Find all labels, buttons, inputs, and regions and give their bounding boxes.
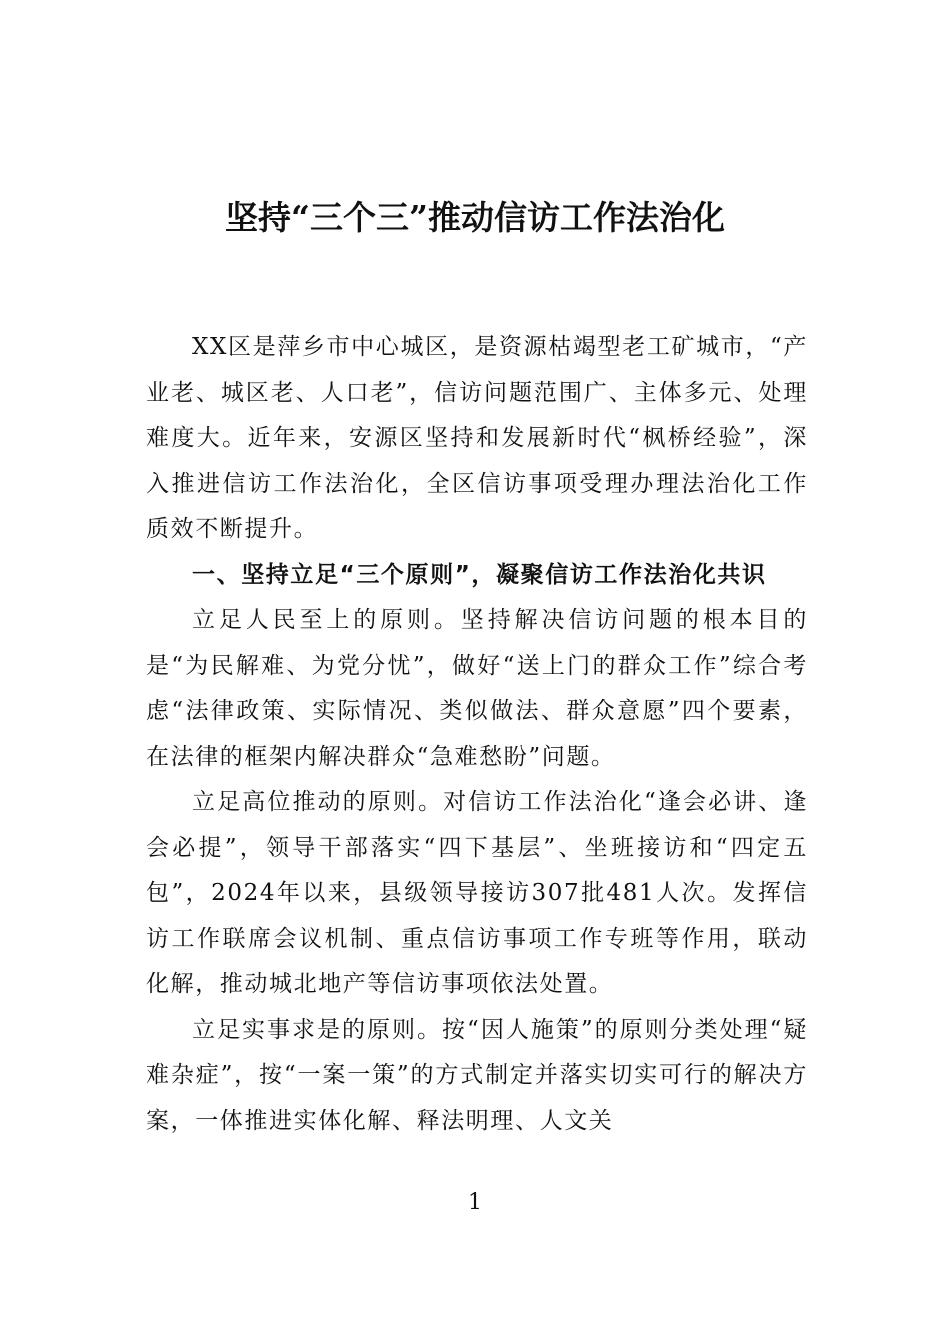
paragraph-seek-truth: 立足实事求是的原则。按“因人施策”的原则分类处理“疑难杂症”，按“一案一策”的方式制定并落实切实可行的解决方案，一体推进实体化解、释法明理、人文关 [146,1016,808,1134]
paragraph-people-first: 立足人民至上的原则。坚持解决信访问题的根本目的是“为民解难、为党分忧”，做好“送上门的群众工作”综合考虑“法律政策、实际情况、类似做法、群众意愿”四个要素，在法律的框架内解决群众“急难愁盼”问题。 [146,607,808,770]
page-number: 1 [468,1190,482,1215]
document-body [146,325,808,1144]
document-title: 坚持“三个三”推动信访工作法治化 [225,198,725,237]
paragraph-high-level-push: 立足高位推动的原则。对信访工作法治化“逢会必讲、逢会必提”，领导干部落实“四下基层”、坐班接访和“四定五包”，2024年以来，县级领导接访307批481人次。发挥信访工作联席会议机制、重点信访事项工作专班等作用，联动化解，推动城北地产等信访事项依法处置。 [146,789,808,997]
section-heading-1: 一、坚持立足“三个原则”，凝聚信访工作法治化共识 [192,561,767,588]
paragraph-intro: XX区是萍乡市中心城区，是资源枯竭型老工矿城市，“产业老、城区老、人口老”，信访问题范围广、主体多元、处理难度大。近年来，安源区坚持和发展新时代“枫桥经验”，深入推进信访工作法治化，全区信访事项受理办理法治化工作质效不断提升。 [146,334,808,542]
